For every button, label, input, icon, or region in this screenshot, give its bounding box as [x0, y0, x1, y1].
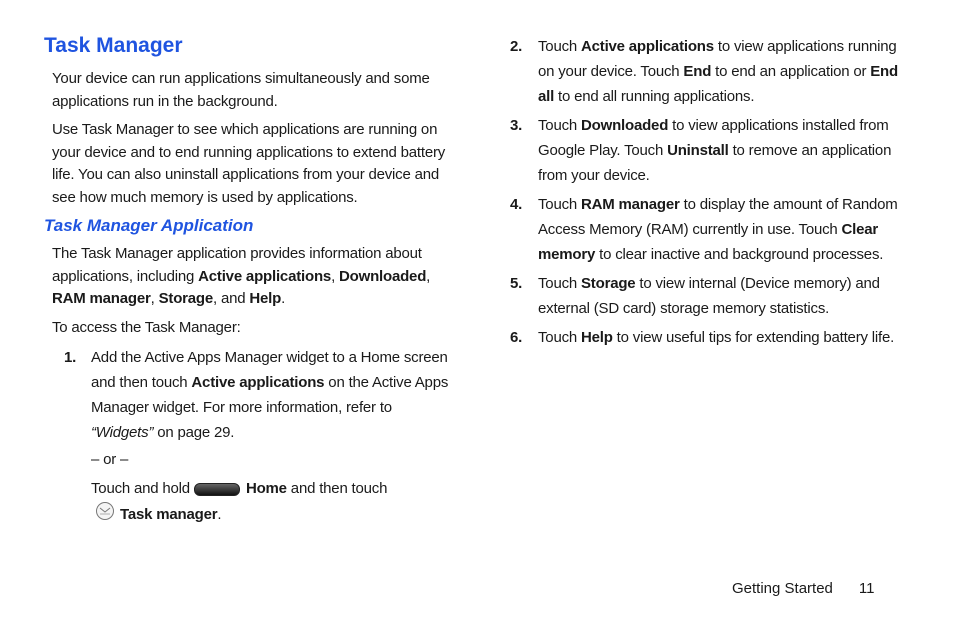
usage-paragraph: Use Task Manager to see which applications are running on your device and to end running applications to extend battery life. You can also uninstall applications from your device and see how much memory is used by applications.	[52, 121, 446, 206]
text-run: to clear inactive and background processes.	[595, 246, 884, 263]
left-column	[44, 32, 454, 533]
term-help: Help	[249, 290, 282, 307]
term-home: Home	[245, 480, 287, 497]
text-run: Touch	[538, 117, 581, 134]
text-run: to display the amount of Random Access Memory (RAM) currently in use. Touch	[538, 196, 898, 238]
term-active-applications: Active applications	[581, 38, 714, 55]
or-separator: – or –	[91, 451, 129, 468]
term-storage: Storage	[581, 275, 636, 292]
text-run: on the Active Apps Manager widget. For more information, refer to	[91, 374, 449, 416]
text-run: and then touch	[286, 480, 388, 497]
home-key-icon	[194, 483, 240, 496]
term-storage: Storage	[158, 290, 214, 307]
text-run: Touch and hold	[91, 480, 190, 497]
task-manager-icon	[95, 501, 115, 529]
text-run: ,	[331, 267, 339, 285]
term-active-applications: Active applications	[198, 267, 332, 285]
page-title: Task Manager	[44, 34, 183, 57]
text-run: to remove an application from your device.	[538, 142, 892, 184]
text-run: to end all running applications.	[554, 88, 755, 105]
step-3	[510, 113, 910, 188]
term-uninstall: Uninstall	[667, 142, 729, 159]
text-run: ,	[426, 267, 431, 285]
text-run: Touch	[538, 196, 581, 213]
page-footer	[732, 578, 874, 600]
term-clear-memory: Clear memory	[538, 221, 879, 263]
step-1	[64, 345, 454, 529]
term-end-all: End all	[538, 63, 898, 105]
text-run: , and	[213, 290, 250, 307]
step-number: 4.	[510, 196, 523, 213]
intro-paragraph: Your device can run applications simultaneously and some applications run in the background.	[52, 70, 430, 110]
step-5	[510, 271, 910, 321]
term-help: Help	[581, 329, 613, 346]
step-6	[510, 325, 910, 350]
widgets-reference-link[interactable]: “Widgets”	[91, 424, 154, 441]
text-run: ,	[150, 290, 159, 307]
text-run: The Task Manager application provides information about applications, including	[52, 245, 422, 285]
section-heading: Task Manager Application	[44, 216, 254, 235]
right-column	[510, 34, 910, 354]
step-number: 2.	[510, 38, 523, 55]
page-number: 11	[858, 580, 875, 597]
info-paragraph	[52, 243, 454, 311]
step-number: 1.	[64, 349, 77, 366]
text-run: to view internal (Device memory) and external (SD card) storage memory statistics.	[538, 275, 880, 317]
step-number: 3.	[510, 117, 523, 134]
term-task-manager: Task manager	[120, 505, 218, 523]
text-run: on page 29.	[153, 424, 235, 441]
text-run: .	[281, 290, 286, 307]
footer-section-name: Getting Started	[732, 580, 833, 597]
step-2	[510, 34, 910, 109]
term-ram-manager: RAM manager	[581, 196, 680, 213]
hold-home-line	[91, 476, 454, 501]
text-run: to view applications running on your device. Touch	[538, 38, 897, 80]
text-run: .	[217, 505, 222, 523]
task-manager-line	[95, 501, 454, 529]
text-run: Add the Active Apps Manager widget to a Home screen and then touch	[91, 349, 448, 391]
text-run: Touch	[538, 329, 581, 346]
access-paragraph: To access the Task Manager:	[52, 318, 241, 336]
term-active-applications: Active applications	[191, 374, 325, 391]
step-number: 5.	[510, 275, 523, 292]
text-run: Touch	[538, 275, 581, 292]
term-downloaded: Downloaded	[339, 267, 427, 285]
term-end: End	[683, 63, 712, 80]
term-ram-manager: RAM manager	[52, 290, 151, 307]
step-number: 6.	[510, 329, 523, 346]
term-downloaded: Downloaded	[581, 117, 669, 134]
text-run: to end an application or	[711, 63, 871, 80]
text-run: to view useful tips for extending battery life.	[612, 329, 895, 346]
step-4	[510, 192, 910, 267]
text-run: to view applications installed from Google Play. Touch	[538, 117, 889, 159]
text-run: Touch	[538, 38, 581, 55]
